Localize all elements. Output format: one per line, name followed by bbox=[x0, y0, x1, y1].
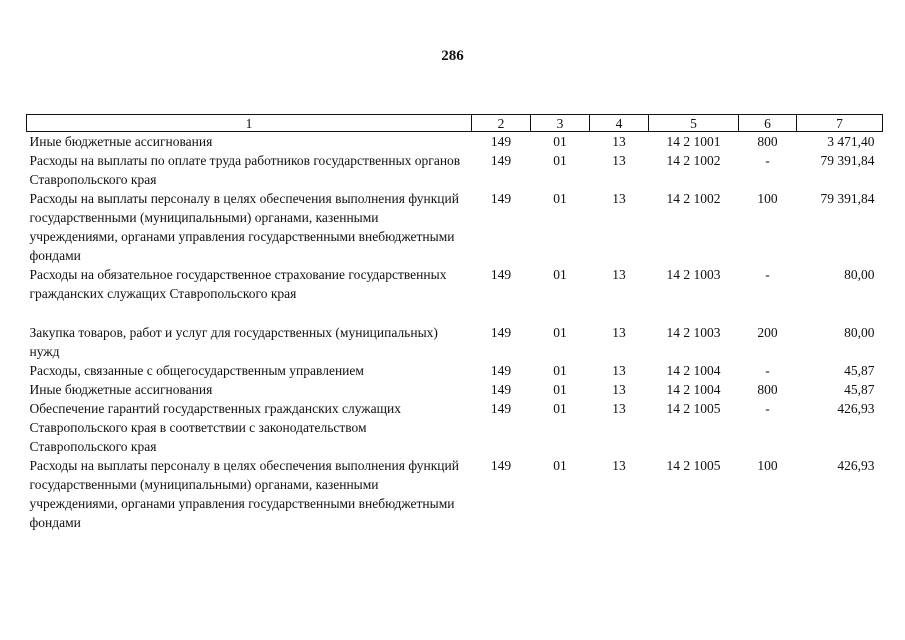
row-amount: 80,00 bbox=[844, 325, 875, 340]
table-row bbox=[27, 189, 883, 265]
row-code-5: 14 2 1002 bbox=[666, 191, 721, 206]
row-code-3: 01 bbox=[553, 153, 567, 168]
row-code-6: - bbox=[765, 153, 770, 168]
row-code-6: - bbox=[765, 401, 770, 416]
row-code-2: 149 bbox=[490, 325, 512, 340]
table-row bbox=[27, 361, 883, 380]
row-code-3: 01 bbox=[553, 401, 567, 416]
table-row bbox=[27, 132, 883, 152]
row-code-4: 13 bbox=[612, 134, 626, 149]
row-code-2: 149 bbox=[490, 401, 512, 416]
column-header-1: 1 bbox=[27, 115, 472, 132]
row-code-3: 01 bbox=[553, 134, 567, 149]
row-amount: 79 391,84 bbox=[820, 191, 875, 206]
row-code-4: 13 bbox=[612, 267, 626, 282]
row-code-4: 13 bbox=[612, 401, 626, 416]
row-code-3: 01 bbox=[553, 382, 567, 397]
row-code-2: 149 bbox=[490, 382, 512, 397]
row-code-5: 14 2 1003 bbox=[666, 325, 721, 340]
row-code-6: 200 bbox=[757, 325, 778, 340]
row-code-5: 14 2 1002 bbox=[666, 153, 721, 168]
row-code-4: 13 bbox=[612, 325, 626, 340]
column-header-7: 7 bbox=[797, 115, 883, 132]
row-name: Расходы на обязательное государственное страхование государственных гражданских служащих Ставропольского края bbox=[29, 267, 447, 301]
row-code-5: 14 2 1001 bbox=[666, 134, 721, 149]
page-number: 286 bbox=[441, 48, 464, 64]
table-row bbox=[27, 380, 883, 399]
row-name: Иные бюджетные ассигнования bbox=[29, 134, 213, 149]
row-code-6: - bbox=[765, 363, 770, 378]
column-header-6: 6 bbox=[739, 115, 797, 132]
row-code-3: 01 bbox=[553, 325, 567, 340]
row-amount: 45,87 bbox=[844, 363, 875, 378]
row-code-6: 100 bbox=[757, 191, 778, 206]
row-code-3: 01 bbox=[553, 458, 567, 473]
row-code-2: 149 bbox=[490, 363, 512, 378]
row-code-5: 14 2 1003 bbox=[666, 267, 721, 282]
row-code-2: 149 bbox=[490, 458, 512, 473]
row-name: Закупка товаров, работ и услуг для государственных (муниципальных) нужд bbox=[29, 325, 438, 359]
header-row bbox=[27, 115, 883, 132]
row-code-2: 149 bbox=[490, 267, 512, 282]
row-code-3: 01 bbox=[553, 191, 567, 206]
column-header-3: 3 bbox=[531, 115, 590, 132]
row-code-2: 149 bbox=[490, 134, 512, 149]
row-code-3: 01 bbox=[553, 267, 567, 282]
row-code-4: 13 bbox=[612, 363, 626, 378]
row-name: Обеспечение гарантий государственных гражданских служащих Ставропольского края в соответствии с законодательством Ставропольского края bbox=[29, 401, 401, 454]
row-spacer bbox=[27, 303, 883, 323]
row-amount: 426,93 bbox=[837, 458, 875, 473]
row-name: Иные бюджетные ассигнования bbox=[29, 382, 213, 397]
row-amount: 426,93 bbox=[837, 401, 875, 416]
column-header-5: 5 bbox=[649, 115, 739, 132]
row-code-6: 800 bbox=[757, 382, 778, 397]
row-code-3: 01 bbox=[553, 363, 567, 378]
row-code-4: 13 bbox=[612, 153, 626, 168]
table-row bbox=[27, 323, 883, 361]
row-code-5: 14 2 1004 bbox=[666, 382, 721, 397]
column-header-2: 2 bbox=[472, 115, 531, 132]
row-amount: 80,00 bbox=[844, 267, 875, 282]
row-name: Расходы, связанные с общегосударственным управлением bbox=[29, 363, 364, 378]
row-code-4: 13 bbox=[612, 191, 626, 206]
row-code-4: 13 bbox=[612, 458, 626, 473]
row-code-2: 149 bbox=[490, 153, 512, 168]
row-amount: 79 391,84 bbox=[820, 153, 875, 168]
row-amount: 45,87 bbox=[844, 382, 875, 397]
row-code-6: - bbox=[765, 267, 770, 282]
row-code-5: 14 2 1004 bbox=[666, 363, 721, 378]
row-code-2: 149 bbox=[490, 191, 512, 206]
row-amount: 3 471,40 bbox=[827, 134, 875, 149]
row-code-5: 14 2 1005 bbox=[666, 401, 721, 416]
row-name: Расходы на выплаты персоналу в целях обеспечения выполнения функций государственными (муниципальными) органами, казенными учреждениями, органами управления государственными внебюджетными фондами bbox=[29, 458, 459, 530]
table-row bbox=[27, 151, 883, 189]
row-name: Расходы на выплаты по оплате труда работников государственных органов Ставропольского края bbox=[29, 153, 461, 187]
table-row bbox=[27, 456, 883, 532]
row-code-6: 800 bbox=[757, 134, 778, 149]
row-code-6: 100 bbox=[757, 458, 778, 473]
budget-table bbox=[26, 114, 883, 532]
column-header-4: 4 bbox=[590, 115, 649, 132]
table-row bbox=[27, 399, 883, 456]
row-name: Расходы на выплаты персоналу в целях обеспечения выполнения функций государственными (муниципальными) органами, казенными учреждениями, органами управления государственными внебюджетными фондами bbox=[29, 191, 459, 263]
table-row bbox=[27, 265, 883, 303]
row-code-5: 14 2 1005 bbox=[666, 458, 721, 473]
row-code-4: 13 bbox=[612, 382, 626, 397]
